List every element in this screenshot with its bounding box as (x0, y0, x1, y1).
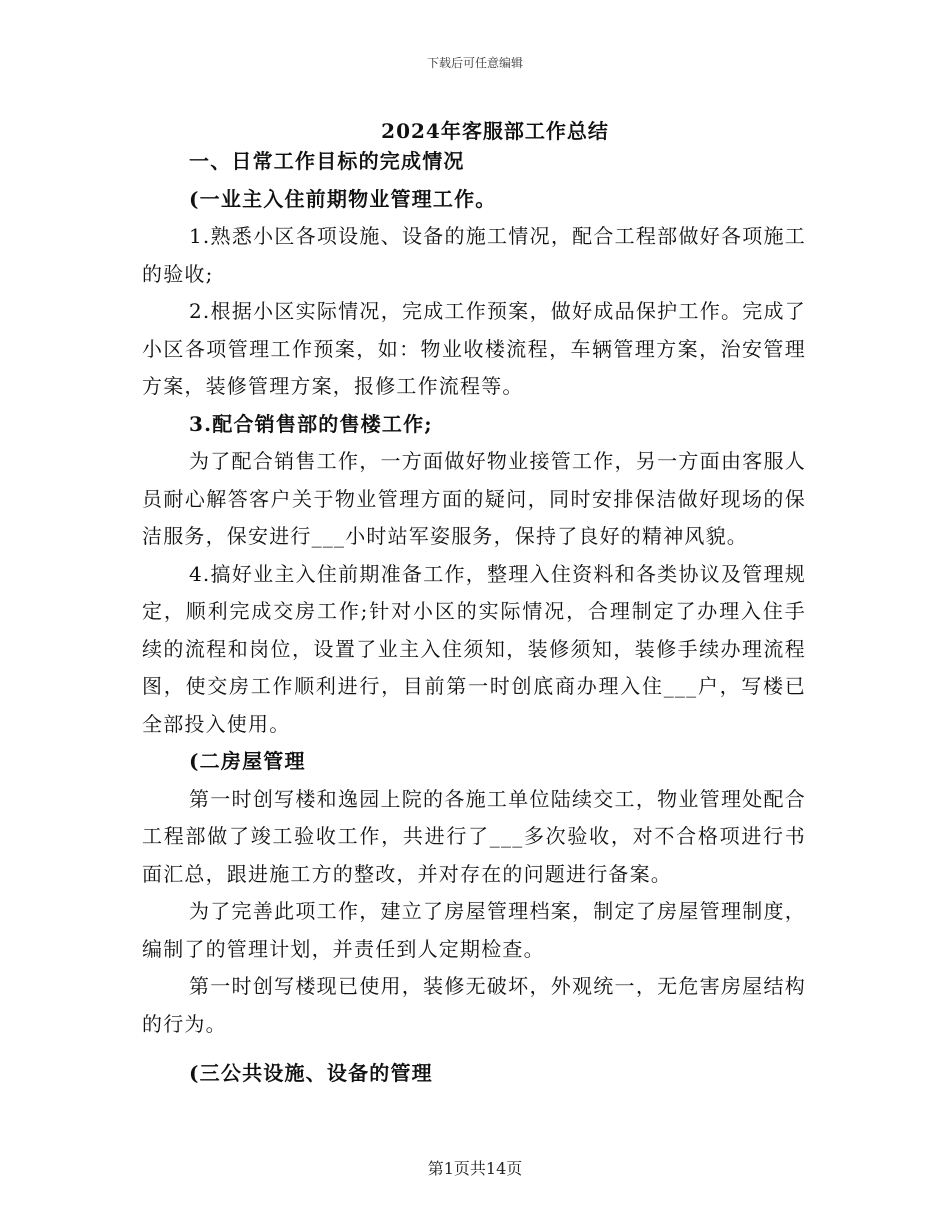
document-body (142, 143, 806, 1093)
paragraph: 第一时创写楼现已使用，装修无破坏，外观统一，无危害房屋结构的行为。 (142, 974, 806, 1036)
paragraph: 2.根据小区实际情况，完成工作预案，做好成品保护工作。完成了小区各项管理工作预案，如：物业收楼流程，车辆管理方案，治安管理方案，装修管理方案，报修工作流程等。 (142, 299, 806, 398)
paragraph: 4.搞好业主入住前期准备工作，整理入住资料和各类协议及管理规定，顺利完成交房工作;针对小区的实际情况，合理制定了办理入住手续的流程和岗位，设置了业主入住须知，装修须知，装修手续办理流程图，使交房工作顺利进行，目前第一时创底商办理入住___户，写楼已全部投入使用。 (142, 561, 806, 736)
subsection-heading: (三公共设施、设备的管理 (189, 1061, 433, 1085)
paragraph: 第一时创写楼和逸园上院的各施工单位陆续交工，物业管理处配合工程部做了竣工验收工作，共进行了___多次验收，对不合格项进行书面汇总，跟进施工方的整改，并对存在的问题进行备案。 (142, 786, 806, 886)
section-heading: 一、日常工作目标的完成情况 (189, 149, 465, 173)
subsection-heading: (一业主入住前期物业管理工作。 (189, 186, 497, 211)
paragraph: 为了配合销售工作，一方面做好物业接管工作，另一方面由客服人员耐心解答客户关于物业管理方面的疑问，同时安排保洁做好现场的保洁服务，保安进行___小时站军姿服务，保持了良好的精神风貌。 (142, 449, 806, 548)
paragraph: 为了完善此项工作，建立了房屋管理档案，制定了房屋管理制度，编制了的管理计划，并责任到人定期检查。 (142, 899, 806, 961)
paragraph: 1.熟悉小区各项设施、设备的施工情况，配合工程部做好各项施工的验收; (142, 224, 806, 286)
subsection-heading: (二房屋管理 (189, 749, 306, 773)
document-title: 2024年客服部工作总结 (381, 119, 609, 143)
header-note: 下载后可任意编辑 (426, 56, 523, 70)
subsection-heading: 3.配合销售部的售楼工作; (189, 411, 433, 436)
page-number: 第1页共14页 (427, 1159, 523, 1178)
